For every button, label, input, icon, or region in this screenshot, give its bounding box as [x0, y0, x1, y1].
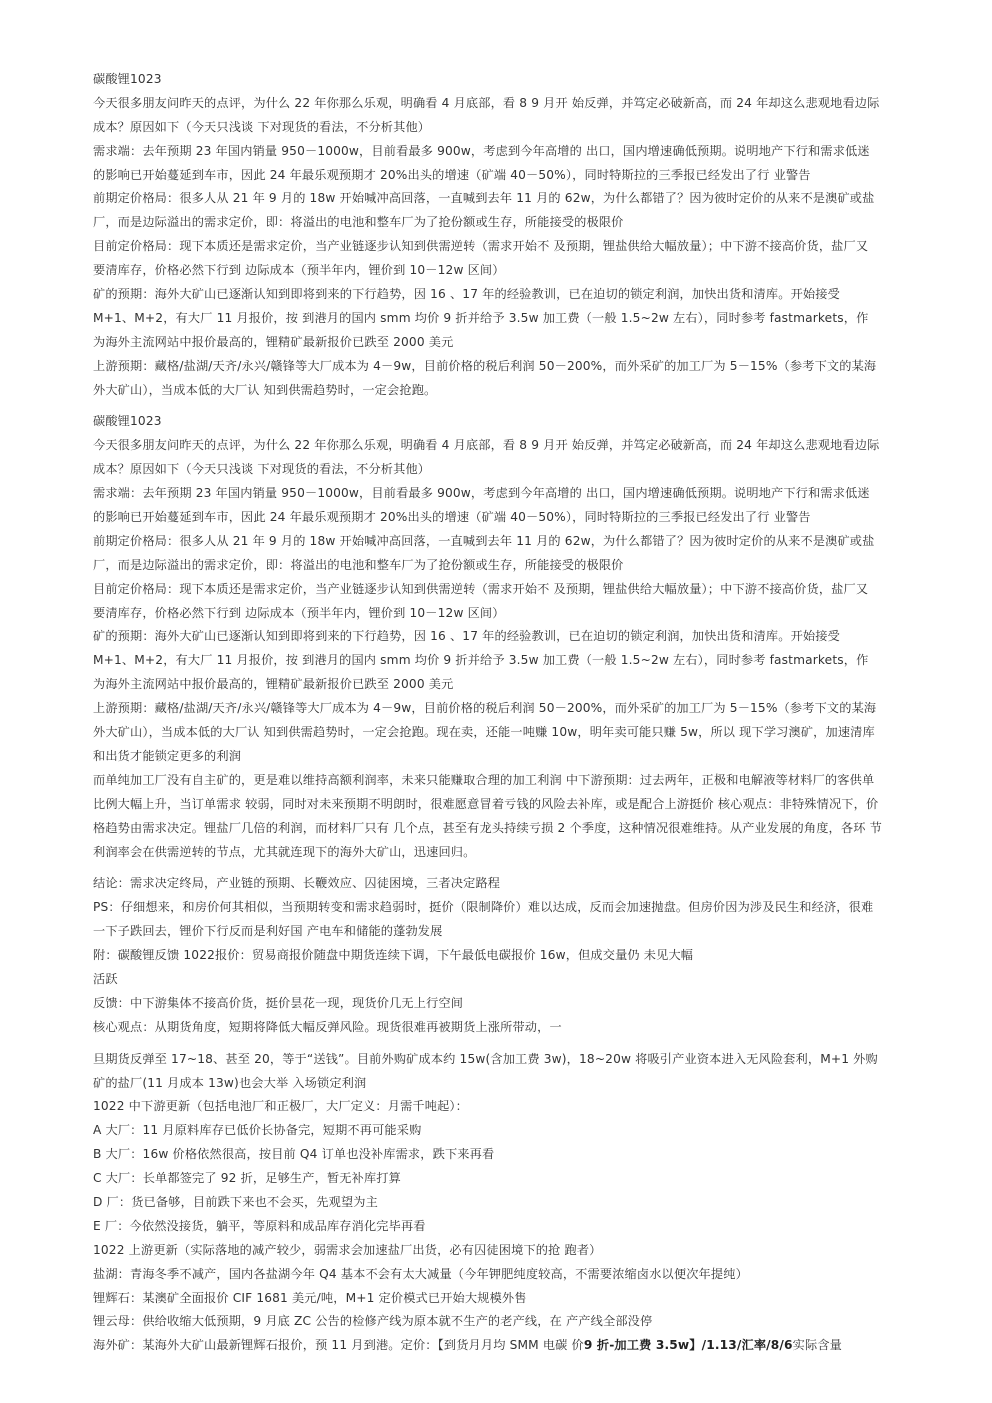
- text-line: 成本？原因如下（今天只浅谈 下对现货的看法，不分析其他）: [93, 462, 431, 477]
- text-line: 目前定价格局：现下本质还是需求定价，当产业链逐步认知到供需逆转（需求开始不 及预期，锂盐供给大幅放量）；中下游不接高价货，盐厂又: [93, 239, 869, 254]
- text-line: 的影响已开始蔓延到车市，因此 24 年最乐观预期才 20%出头的增速（矿端 40－50%），同时特斯拉的三季报已经发出了行 业警告: [93, 167, 811, 182]
- text-line: 1022 中下游更新（包括电池厂和正极厂，大厂定义：月需千吨起）：: [93, 1099, 468, 1114]
- text-line: 盐湖：青海冬季不减产，国内各盐湖今年 Q4 基本不会有太大减量（今年钾肥纯度较高，不需要浓缩卤水以便次年提纯）: [93, 1266, 748, 1281]
- section-3-conclusion: [93, 872, 945, 1039]
- text-line: 需求端：去年预期 23 年国内销量 950－1000w，目前看最多 900w，考虑到今年高增的 出口，国内增速确低预期。说明地产下行和需求低迷: [93, 143, 870, 158]
- paragraph-gap: [93, 1040, 945, 1048]
- text-line: 反馈：中下游集体不接高价货，挺价昙花一现，现货价几无上行空间: [93, 995, 464, 1010]
- text-line: D 厂：货已备够，目前跌下来也不会买，先观望为主: [93, 1194, 378, 1209]
- text-line: 厂，而是边际溢出的需求定价，即：将溢出的电池和整车厂为了抢份额或生存，所能接受的极限价: [93, 557, 624, 572]
- text-line: M+1、M+2，有大厂 11 月报价，按 到港月的国内 smm 均价 9 折并给予 3.5w 加工费（一般 1.5~2w 左右），同时参考 fastmarkets，作: [93, 653, 869, 668]
- text-line: 要清库存，价格必然下行到 边际成本（预半年内，锂价到 10－12w 区间）: [93, 605, 505, 620]
- text-line: 而单纯加工厂没有自主矿的，更是难以维持高额利润率，未来只能赚取合理的加工利润 中下游预期：过去两年，正极和电解液等材料厂的客供单: [93, 772, 875, 787]
- text-line: 需求端：去年预期 23 年国内销量 950－1000w，目前看最多 900w，考虑到今年高增的 出口，国内增速确低预期。说明地产下行和需求低迷: [93, 486, 870, 501]
- last-line-bold: 9 折-加工费 3.5w】/1.13/汇率/8/6: [583, 1338, 793, 1353]
- text-line: C 大厂：长单都签完了 92 折，足够生产，暂无补库打算: [93, 1171, 401, 1186]
- last-line-suffix: 实际含量: [792, 1338, 842, 1353]
- text-line: 一下子跌回去，锂价下行反而是利好国 产电车和储能的蓬勃发展: [93, 924, 443, 939]
- section-1: [93, 68, 945, 402]
- text-line: 矿的预期：海外大矿山已逐渐认知到即将到来的下行趋势，因 16 、17 年的经验教训，已在迫切的锁定利润，加快出货和清库。开始接受: [93, 287, 840, 302]
- paragraph-gap: [93, 864, 945, 872]
- text-line: 比例大幅上升，当订单需求 较弱，同时对未来预期不明朗时，很难愿意冒着亏钱的风险去补库，或是配合上游挺价 核心观点：非特殊情况下，价: [93, 796, 879, 811]
- section-2: [93, 410, 945, 864]
- text-line-last: [93, 1334, 945, 1358]
- text-line: 锂云母：供给收缩大低预期，9 月底 ZC 公告的检修产线为原本就不生产的老产线，在 产产线全部没停: [93, 1314, 653, 1329]
- text-line: 的影响已开始蔓延到车市，因此 24 年最乐观预期才 20%出头的增速（矿端 40－50%），同时特斯拉的三季报已经发出了行 业警告: [93, 510, 811, 525]
- section-title: 碳酸锂1023: [93, 414, 162, 429]
- text-line: 矿的预期：海外大矿山已逐渐认知到即将到来的下行趋势，因 16 、17 年的经验教训，已在迫切的锁定利润，加快出货和清库。开始接受: [93, 629, 840, 644]
- text-line: 今天很多朋友问昨天的点评，为什么 22 年你那么乐观，明确看 4 月底部，看 8 9 月开 始反弹，并笃定必破新高，而 24 年却这么悲观地看边际: [93, 95, 880, 110]
- text-line: 为海外主流网站中报价最高的，锂精矿最新报价已跌至 2000 美元: [93, 677, 454, 692]
- text-line: 今天很多朋友问昨天的点评，为什么 22 年你那么乐观，明确看 4 月底部，看 8 9 月开 始反弹，并笃定必破新高，而 24 年却这么悲观地看边际: [93, 438, 880, 453]
- last-line-prefix: 海外矿：某海外大矿山最新锂辉石报价，预 11 月到港。定价：【到货月月均 SMM 电碳 价: [93, 1338, 584, 1353]
- text-line: 外大矿山），当成本低的大厂认 知到供需趋势时，一定会抢跑。: [93, 382, 437, 397]
- text-line: 上游预期：藏格/盐湖/天齐/永兴/赣锋等大厂成本为 4－9w，目前价格的税后利润 50－200%，而外采矿的加工厂为 5－15%（参考下文的某海: [93, 701, 877, 716]
- section-4-updates: [93, 1048, 945, 1359]
- text-line: 结论：需求决定终局，产业链的预期、长鞭效应、囚徒困境，三者决定路程: [93, 876, 501, 891]
- paragraph-gap: [93, 402, 945, 410]
- text-line: 前期定价格局：很多人从 21 年 9 月的 18w 开始喊冲高回落，一直喊到去年 11 月的 62w，为什么都错了？因为彼时定价的从来不是澳矿或盐: [93, 533, 875, 548]
- text-line: M+1、M+2，有大厂 11 月报价，按 到港月的国内 smm 均价 9 折并给予 3.5w 加工费（一般 1.5~2w 左右），同时参考 fastmarkets，作: [93, 310, 869, 325]
- text-line: 格趋势由需求决定。锂盐厂几倍的利润，而材料厂只有 几个点，甚至有龙头持续亏损 2 个季度，这种情况很难维持。从产业发展的角度，各环 节: [93, 820, 882, 835]
- text-line: 外大矿山），当成本低的大厂认 知到供需趋势时，一定会抢跑。现在卖，还能一吨赚 10w，明年卖可能只赚 5w，所以 现下学习澳矿，加速清库: [93, 725, 875, 740]
- text-line: 成本？原因如下（今天只浅谈 下对现货的看法，不分析其他）: [93, 119, 431, 134]
- text-line: 要清库存，价格必然下行到 边际成本（预半年内，锂价到 10－12w 区间）: [93, 263, 505, 278]
- text-line: 1022 上游更新（实际落地的减产较少，弱需求会加速盐厂出货，必有囚徒困境下的抢 跑者）: [93, 1242, 602, 1257]
- text-line: 厂，而是边际溢出的需求定价，即：将溢出的电池和整车厂为了抢份额或生存，所能接受的极限价: [93, 215, 624, 230]
- text-line: 活跃: [93, 971, 118, 986]
- text-line: 为海外主流网站中报价最高的，锂精矿最新报价已跌至 2000 美元: [93, 334, 454, 349]
- text-line: 利润率会在供需逆转的节点，尤其就连现下的海外大矿山，迅速回归。: [93, 844, 476, 859]
- text-line: 锂辉石：某澳矿全面报价 CIF 1681 美元/吨，M+1 定价模式已开始大规模外售: [93, 1290, 527, 1305]
- text-line: PS：仔细想来，和房价何其相似，当预期转变和需求趋弱时，挺价（限制降价）难以达成，反而会加速抛盘。但房价因为涉及民生和经济，很难: [93, 900, 874, 915]
- text-line: 前期定价格局：很多人从 21 年 9 月的 18w 开始喊冲高回落，一直喊到去年 11 月的 62w，为什么都错了？因为彼时定价的从来不是澳矿或盐: [93, 191, 875, 206]
- text-line: 矿的盐厂(11 月成本 13w)也会大举 入场锁定利润: [93, 1075, 367, 1090]
- text-line: B 大厂：16w 价格依然很高，按目前 Q4 订单也没补库需求，跌下来再看: [93, 1147, 495, 1162]
- text-line: 核心观点：从期货角度，短期将降低大幅反弹风险。现货很难再被期货上涨所带动，一: [93, 1019, 562, 1034]
- text-line: A 大厂：11 月原料库存已低价长协备完，短期不再可能采购: [93, 1123, 422, 1138]
- text-line: 和出货才能锁定更多的利润: [93, 748, 242, 763]
- text-line: 上游预期：藏格/盐湖/天齐/永兴/赣锋等大厂成本为 4－9w，目前价格的税后利润 50－200%，而外采矿的加工厂为 5－15%（参考下文的某海: [93, 358, 877, 373]
- text-line: 旦期货反弹至 17~18、甚至 20，等于“送钱”。目前外购矿成本约 15w(含加工费 3w)，18~20w 将吸引产业资本进入无风险套利，M+1 外购: [93, 1051, 878, 1066]
- text-line: 附：碳酸锂反馈 1022报价：贸易商报价随盘中期货连续下调，下午最低电碳报价 16w，但成交量仍 未见大幅: [93, 948, 694, 963]
- document-page: [93, 68, 945, 1358]
- section-title: 碳酸锂1023: [93, 72, 162, 86]
- text-line: 目前定价格局：现下本质还是需求定价，当产业链逐步认知到供需逆转（需求开始不 及预期，锂盐供给大幅放量）；中下游不接高价货，盐厂又: [93, 581, 869, 596]
- text-line: E 厂：今依然没接货，躺平，等原料和成品库存消化完毕再看: [93, 1218, 426, 1233]
